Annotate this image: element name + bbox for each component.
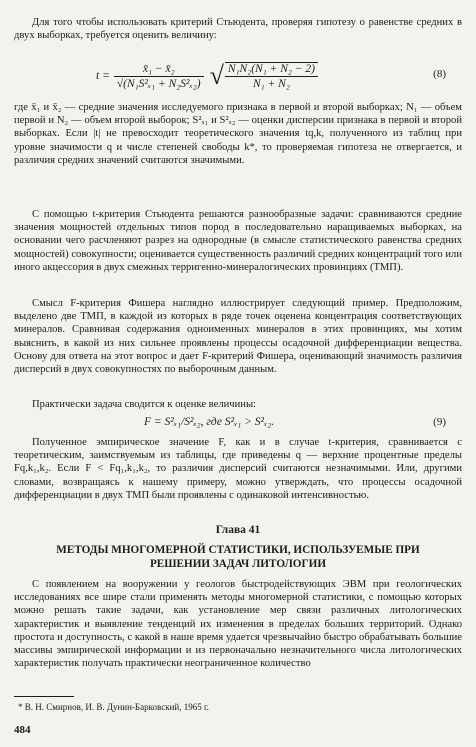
paragraph-5: Практически задача сводится к оценке величины: — [32, 399, 257, 410]
paragraph-chapter-intro — [14, 578, 462, 670]
paragraph-2: где x̄₁ и x̄₂ — средние значения исследуемого признака в первой и второй выборках; N₁ — объем первой и N₂ — объем второй выборок; S²ₓ₁ и S²ₓ₂ — оценки дисперсии признака в первой и второй выборках. Если |t| не превосходит теоретического значения tq,k, полученного из таблиц при уровне значимости q и числе степеней свободы k*, то проверяемая гипотеза не отвергается, и различия средних значений считаются значимыми. — [14, 102, 462, 166]
paragraph-fisher — [14, 297, 462, 376]
sqrt-sign-icon: √ — [209, 61, 224, 90]
paragraph-task — [14, 398, 462, 411]
equation-8-number: (8) — [433, 68, 446, 80]
paragraph-definitions — [14, 101, 462, 167]
footnote-divider — [14, 696, 74, 697]
chapter-title: МЕТОДЫ МНОГОМЕРНОЙ СТАТИСТИКИ, ИСПОЛЬЗУЕМЫЕ ПРИ РЕШЕНИИ ЗАДАЧ ЛИТОЛОГИИ — [56, 544, 420, 570]
equation-8 — [14, 54, 462, 98]
paragraph-4: Смысл F-критерия Фишера наглядно иллюстрирует следующий пример. Предположим, выделено две ТМП, в каждой из которых в ряде точек оценена концентрация соответствующих минералов. Сравнивая содержания одноименных минералов в этих провинциях, мы хотим выяснить, в какой из них сильнее проявлены процессы осадочной дифференциации вещества. Основу для ответа на этот вопрос и дает F-критерий Фишера, оценивающий значимость различия дисперсий в двух совокупностях по выборочным данным. — [14, 298, 462, 376]
equation-8-den-2: N₁ + N₂ — [253, 78, 290, 90]
paragraph-1: Для того чтобы использовать критерий Стьюдента, проверяя гипотезу о равенстве средних в двух выборках, требуется оценить величину: — [14, 17, 462, 42]
paragraph-intro — [14, 16, 462, 42]
paragraph-6: Полученное эмпирическое значение F, как и в случае t-критерия, сравнивается с теоретическим, заимствуемым из таблицы, где приведены q — верхние процентные пределы Fq,k₁,k₂. Если F < Fq₁,k₁,k₂, то различия дисперсий считаются незначимыми. Или, другими словами, возвращаясь к нашему примеру, можно утверждать, что процессы осадочной дифференциации в двух ТМП были проявлены с одинаковой интенсивностью. — [14, 437, 462, 501]
footnote: * В. Н. Смирнов, И. В. Дунин-Барковский, 1965 г. — [18, 702, 209, 712]
chapter-number: Глава 41 — [215, 524, 261, 536]
equation-9 — [14, 414, 462, 432]
paragraph-7: С появлением на вооружении у геологов быстродействующих ЭВМ при геологических исследованиях все шире стали применять методы многомерной статистики, с помощью которых можно решать такие задачи, как установление мер связи различных литологических характеристик и выявление тенденций их изменения в пределах больших территорий. Однако простота и доступность, с какой в наше время удается чрезвычайно быстро обрабатывать большие массивы эмпирической информации и из первоначально незначительного числа литологических характеристик получать практически неограниченное количество — [14, 579, 462, 670]
equation-8-num-1: x̄₁ − x̄₂ — [114, 63, 204, 77]
paragraph-3: С помощью t-критерия Стьюдента решаются разнообразные задачи: сравниваются средние значения мощностей отдельных типов пород в последовательно наращиваемых выборках, на основании чего расчленяют разрез на однородные (в смысле статистического равенства средних мощностей) совокупности; оценивается существенность различий средних концентраций того или иного акцессория в двух смежных терригенно-минералогических провинциях (ТМП). — [14, 209, 462, 273]
page-number: 484 — [14, 724, 31, 736]
equation-8-lhs: t = — [96, 70, 110, 82]
equation-9-number: (9) — [433, 416, 446, 428]
equation-8-fraction-2 — [225, 62, 318, 90]
paragraph-comparison — [14, 436, 462, 502]
equation-8-den-1: √(N₁S²ₓ₁ + N₂S²ₓ₂) — [116, 77, 201, 90]
equation-9-formula: F = S²ₓ₁/S²ₓ₂, где S²ₓ₁ > S²ₓ₂. — [144, 416, 275, 428]
equation-8-fraction-1 — [114, 63, 204, 90]
equation-8-num-2: N₁N₂(N₁ + N₂ − 2) — [225, 63, 318, 77]
paragraph-student — [14, 208, 462, 274]
